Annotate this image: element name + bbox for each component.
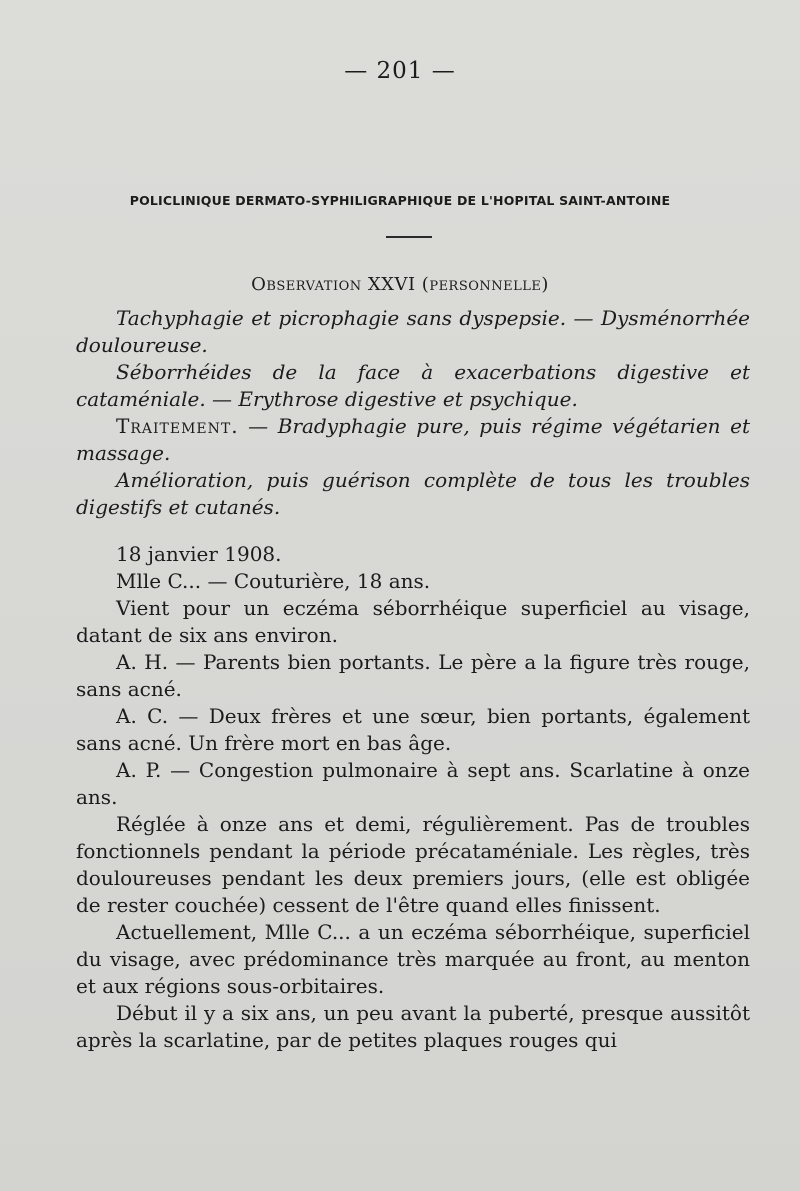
divider-rule [386,236,432,238]
body-paragraph: Réglée à onze ans et demi, régulièrement. Pas de troubles fonctionnels pendant la période précataméniale. Les règles, très douloureuses pendant les deux premiers jours, (elle est obligée de rester couchée) cessent de l'être quand elles finissent. [76,812,750,917]
observation-body [76,541,750,1054]
summary-paragraph [76,467,750,521]
treatment-text: — Bradyphagie pure, puis régime végétarien et massage. [76,414,750,465]
case-summary [76,305,750,521]
summary-text: Séborrhéides de la face à exacerbations digestive et cataméniale. — Erythrose digestive et psychique. [76,360,750,411]
summary-paragraph [76,413,750,467]
body-paragraph: A. H. — Parents bien portants. Le père a la figure très rouge, sans acné. [76,650,750,701]
clinic-header: POLICLINIQUE DERMATO-SYPHILIGRAPHIQUE DE L'HOPITAL SAINT-ANTOINE [129,193,671,208]
summary-paragraph [76,305,750,359]
summary-text: Amélioration, puis guérison complète de tous les troubles digestifs et cutanés. [76,468,750,519]
body-paragraph: A. P. — Congestion pulmonaire à sept ans. Scarlatine à onze ans. [76,758,750,809]
observation-date: 18 janvier 1908. [116,542,282,566]
body-paragraph: Actuellement, Mlle C... a un eczéma séborrhéique, superficiel du visage, avec prédominance très marquée au front, au menton et aux régions sous-orbitaires. [76,920,750,998]
treatment-label: Traitement. [116,414,239,438]
page-number: — 201 — [344,58,456,84]
summary-text: Tachyphagie et picrophagie sans dyspepsie. — Dysménorrhée douloureuse. [76,306,750,357]
body-paragraph: A. C. — Deux frères et une sœur, bien portants, également sans acné. Un frère mort en bas âge. [76,704,750,755]
body-paragraph: Vient pour un eczéma séborrhéique superficiel au visage, datant de six ans environ. [76,596,750,647]
summary-paragraph [76,359,750,413]
observation-title: Observation XXVI (personnelle) [251,274,549,295]
patient-line: Mlle C... — Couturière, 18 ans. [116,569,431,593]
body-paragraph: Début il y a six ans, un peu avant la puberté, presque aussitôt après la scarlatine, par de petites plaques rouges qui [76,1001,750,1052]
